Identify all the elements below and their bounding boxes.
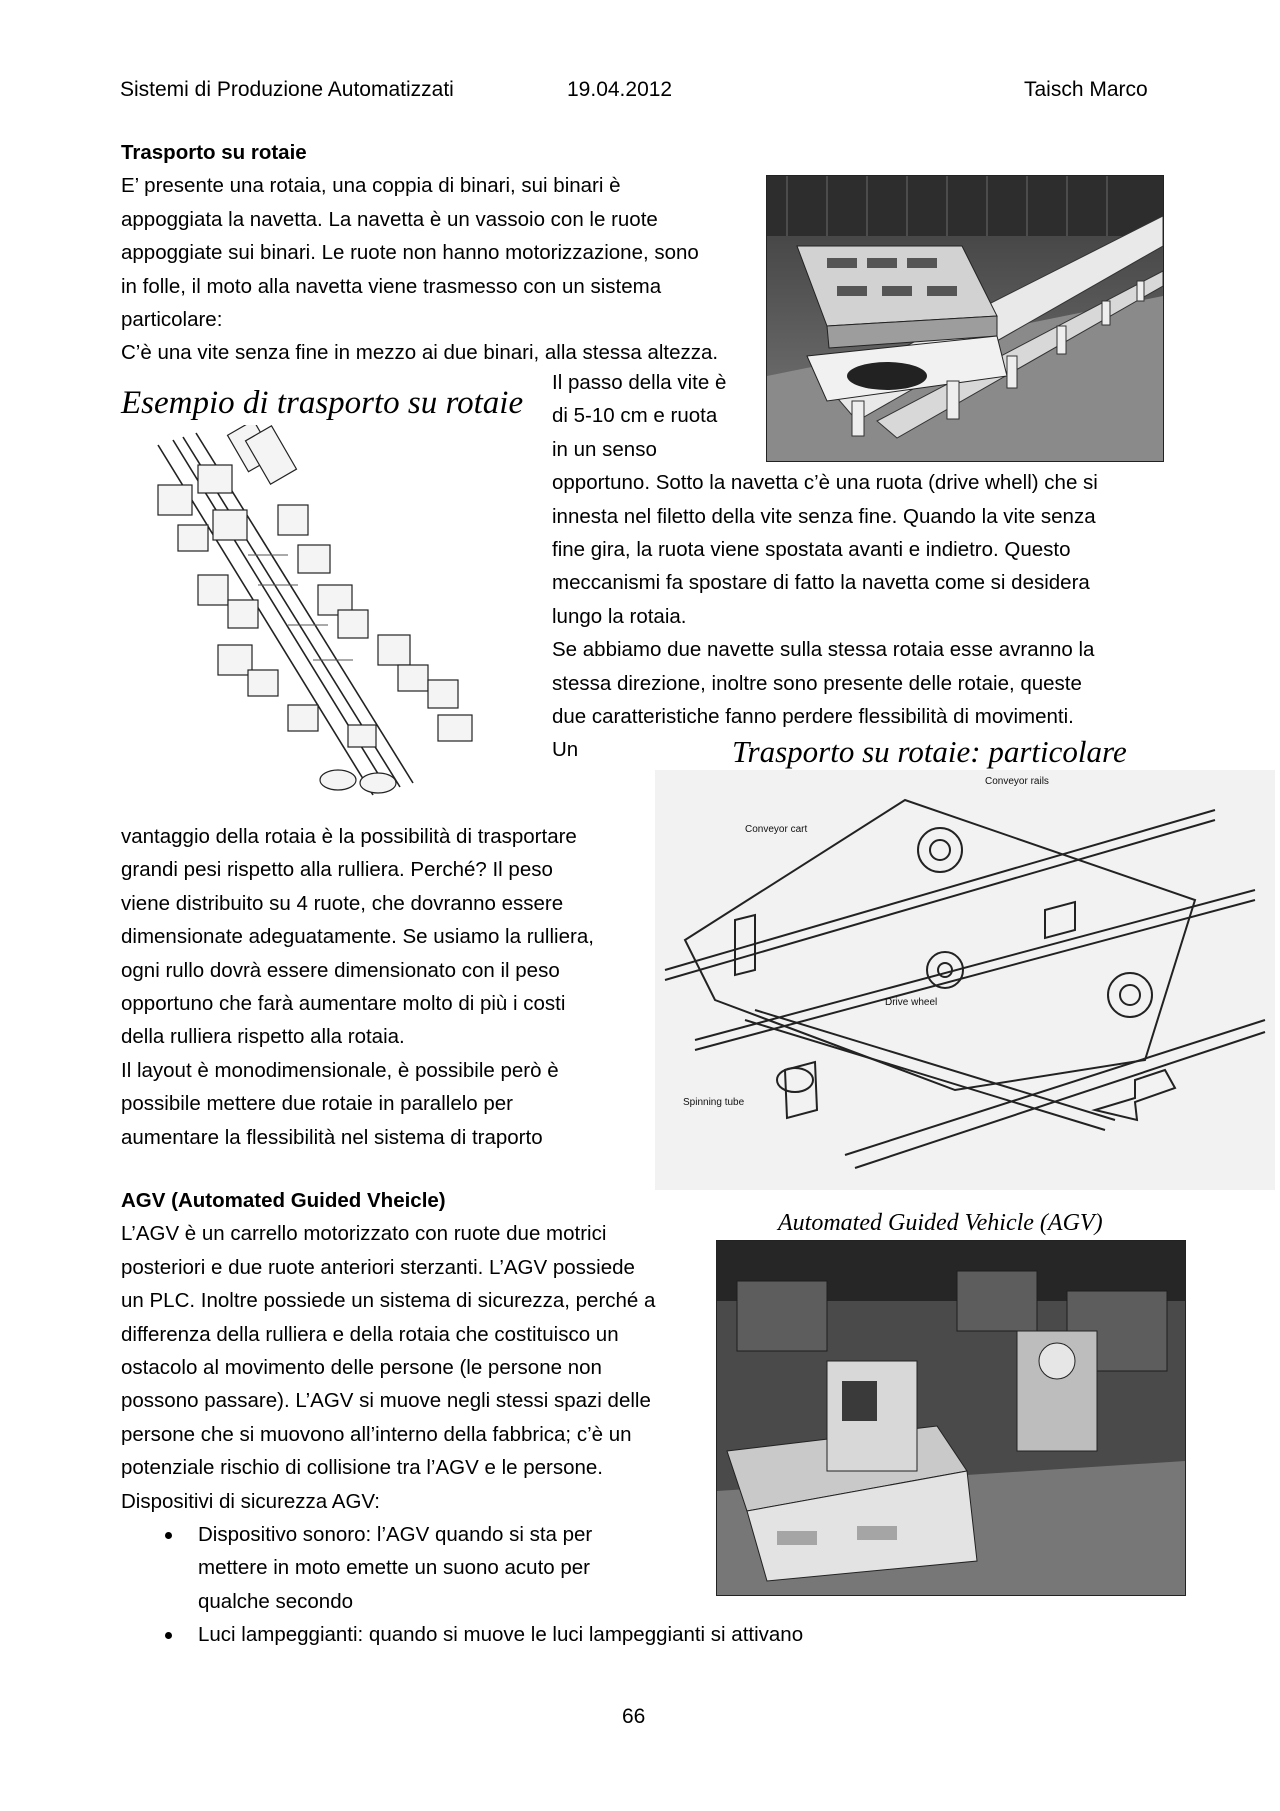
- section2-line: possono passare). L’AGV si muove negli stessi spazi delle: [121, 1389, 651, 1413]
- section2-text-block: [121, 1184, 681, 1518]
- agv-photo: [716, 1240, 1186, 1596]
- rail-layout-drawing: [138, 425, 533, 803]
- label-conveyor-rails: Conveyor rails: [985, 776, 1049, 787]
- section1-continued-line: della rulliera rispetto alla rotaia.: [121, 1025, 405, 1049]
- section1-continued-line: aumentare la flessibilità nel sistema di traporto: [121, 1125, 543, 1149]
- section1-continued-line: ogni rullo dovrà essere dimensionato con il peso: [121, 958, 560, 982]
- agv-photo-illustration: [717, 1241, 1185, 1595]
- bullet-item: [121, 1618, 961, 1651]
- section1-wrap-line: di 5-10 cm e ruota: [552, 404, 718, 428]
- section1-wrap-line: Un: [552, 738, 579, 762]
- section1-continued-line: opportuno che farà aumentare molto di più i costi: [121, 992, 566, 1016]
- section1-continued-line: dimensionate adeguatamente. Se usiamo la rulliera,: [121, 925, 594, 949]
- section1-wrap-line: Il passo della vite è: [552, 371, 727, 394]
- section1-intro-line: in folle, il moto alla navetta viene trasmesso con un sistema: [121, 274, 662, 298]
- header-author: Taisch Marco: [1024, 78, 1148, 101]
- conveyor-detail-diagram-illustration: [655, 770, 1275, 1190]
- section1-intro-line: C’è una vite senza fine in mezzo ai due binari, alla stessa altezza.: [121, 341, 719, 365]
- label-conveyor-cart: Conveyor cart: [745, 824, 808, 835]
- section1-wrap-line: in un senso: [552, 437, 657, 461]
- section2-line: un PLC. Inoltre possiede un sistema di sicurezza, perché a: [121, 1289, 656, 1313]
- section1-wrap-line: due caratteristiche fanno perdere flessibilità di movimenti.: [552, 705, 1074, 729]
- section1-continued-block: [121, 820, 641, 1154]
- bullet-line: qualche secondo: [198, 1589, 354, 1613]
- bullet-line: mettere in moto emette un suono acuto per: [198, 1556, 591, 1580]
- section2-line: persone che si muovono all’interno della fabbrica; c’è un: [121, 1422, 632, 1446]
- section1-text-block: [121, 136, 761, 370]
- section1-title: Trasporto su rotaie: [121, 141, 307, 164]
- figure3-caption: Automated Guided Vehicle (AGV): [778, 1210, 1103, 1236]
- section2-line: Dispositivi di sicurezza AGV:: [121, 1489, 380, 1513]
- section1-intro-line: E’ presente una rotaia, una coppia di binari, sui binari è: [121, 174, 621, 198]
- header-course: Sistemi di Produzione Automatizzati: [120, 78, 454, 101]
- section1-wrap-line: fine gira, la ruota viene spostata avanti e indietro. Questo: [552, 538, 1071, 562]
- section2-line: differenza della rulliera e della rotaia che costituisco un: [121, 1322, 619, 1346]
- section1-continued-line: grandi pesi rispetto alla rulliera. Perché? Il peso: [121, 858, 553, 882]
- bullet-line: Luci lampeggianti: quando si muove le luci lampeggianti si attivano: [198, 1623, 804, 1647]
- section1-continued-line: vantaggio della rotaia è la possibilità di trasportare: [121, 825, 577, 848]
- section1-continued-line: viene distribuito su 4 ruote, che dovranno essere: [121, 891, 564, 915]
- section1-wrap-block: [552, 366, 1192, 767]
- section1-wrap-line: opportuno. Sotto la navetta c’è una ruota (drive whell) che si: [552, 471, 1098, 495]
- header-date: 19.04.2012: [567, 78, 673, 101]
- page-number: 66: [622, 1705, 646, 1728]
- label-spinning-tube: Spinning tube: [683, 1097, 745, 1108]
- section1-wrap-line: innesta nel filetto della vite senza fine. Quando la vite senza: [552, 504, 1096, 528]
- section2-line: posteriori e due ruote anteriori sterzanti. L’AGV possiede: [121, 1255, 635, 1279]
- section1-wrap-line: Se abbiamo due navette sulla stessa rotaia esse avranno la: [552, 638, 1095, 662]
- section1-wrap-line: stessa direzione, inoltre sono presente delle rotaie, queste: [552, 671, 1082, 695]
- rail-layout-drawing-illustration: [138, 425, 533, 803]
- section1-continued-line: possibile mettere due rotaie in parallelo per: [121, 1092, 514, 1116]
- section1-intro-line: particolare:: [121, 308, 223, 332]
- section2-title: AGV (Automated Guided Vheicle): [121, 1189, 446, 1212]
- section1-continued-line: Il layout è monodimensionale, è possibile però è: [121, 1058, 559, 1082]
- label-drive-wheel: Drive wheel: [885, 997, 938, 1008]
- figure1-caption: Esempio di trasporto su rotaie: [121, 385, 524, 421]
- section2-line: potenziale rischio di collisione tra l’AGV e le persone.: [121, 1456, 604, 1480]
- section2-line: ostacolo al movimento delle persone (le persone non: [121, 1356, 602, 1380]
- figure2-caption: Trasporto su rotaie: particolare: [732, 734, 1127, 769]
- bullet-line: Dispositivo sonoro: l’AGV quando si sta per: [198, 1523, 593, 1546]
- section1-wrap-line: lungo la rotaia.: [552, 604, 687, 628]
- section1-intro-line: appoggiate sui binari. Le ruote non hanno motorizzazione, sono: [121, 241, 699, 265]
- section2-line: L’AGV è un carrello motorizzato con ruote due motrici: [121, 1222, 607, 1246]
- section1-wrap-line: meccanismi fa spostare di fatto la navetta come si desidera: [552, 571, 1090, 595]
- section1-intro-line: appoggiata la navetta. La navetta è un vassoio con le ruote: [121, 207, 658, 231]
- conveyor-detail-diagram: [655, 770, 1275, 1190]
